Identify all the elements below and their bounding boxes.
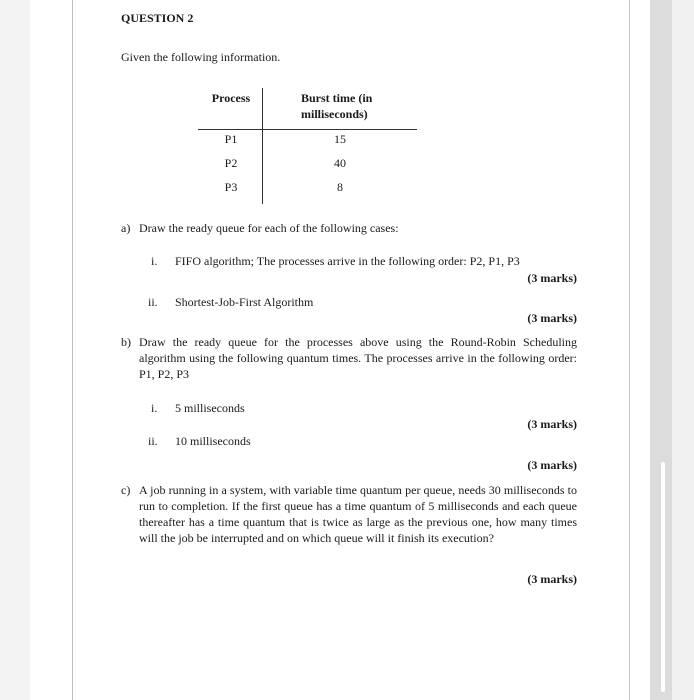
marks-label: (3 marks) (527, 417, 577, 431)
table-cell-process: P1 (224, 132, 238, 146)
right-margin (672, 0, 694, 700)
table-cell-burst: 40 (334, 156, 346, 170)
table-cell-burst: 8 (337, 180, 343, 194)
page-left-border (72, 0, 73, 700)
part-c-text: A job running in a system, with variable time quantum per queue, needs 30 milliseconds to run to completion. If the first queue has a time quantum of 5 milliseconds and each queue thereafter has a time quantum that is twice as large as the previous one, how many times will the job be interrupted and on which queue will it finish its execution? (139, 483, 577, 545)
part-a-label: a) (121, 221, 131, 235)
part-a-item-number: ii. (148, 295, 158, 309)
scrollbar-thumb[interactable] (661, 462, 665, 692)
part-b-item-text: 5 milliseconds (175, 401, 245, 415)
marks-label: (3 marks) (527, 311, 577, 325)
part-b-label: b) (121, 335, 131, 349)
question-title: QUESTION 2 (121, 11, 194, 25)
table-header-burst-line1: Burst time (in (301, 91, 373, 105)
part-b-text: Draw the ready queue for the processes above using the Round-Robin Scheduling algorithm using the following quantum times. The processes arrive in the following order: P1, P2, P3 (139, 335, 577, 381)
question-intro: Given the following information. (121, 50, 281, 64)
left-margin (0, 0, 30, 700)
part-a-item-text: FIFO algorithm; The processes arrive in the following order: P2, P1, P3 (175, 254, 520, 268)
part-a-text: Draw the ready queue for each of the following cases: (139, 221, 399, 235)
marks-label: (3 marks) (527, 458, 577, 472)
marks-label: (3 marks) (527, 572, 577, 586)
table-header-burst-line2: milliseconds) (301, 107, 368, 121)
table-header-process: Process (211, 91, 251, 105)
part-b-item-text: 10 milliseconds (175, 434, 251, 448)
part-a-item-number: i. (151, 254, 158, 268)
part-b-item-number: i. (151, 401, 158, 415)
table-horizontal-rule (198, 129, 417, 130)
part-a-item-text: Shortest-Job-First Algorithm (175, 295, 314, 309)
part-b-item-number: ii. (148, 434, 158, 448)
table-vertical-rule (262, 88, 263, 204)
table-cell-process: P3 (224, 180, 238, 194)
table-cell-burst: 15 (334, 132, 346, 146)
marks-label: (3 marks) (527, 271, 577, 285)
part-c-label: c) (121, 483, 131, 497)
table-cell-process: P2 (224, 156, 238, 170)
page-right-border (629, 0, 630, 700)
